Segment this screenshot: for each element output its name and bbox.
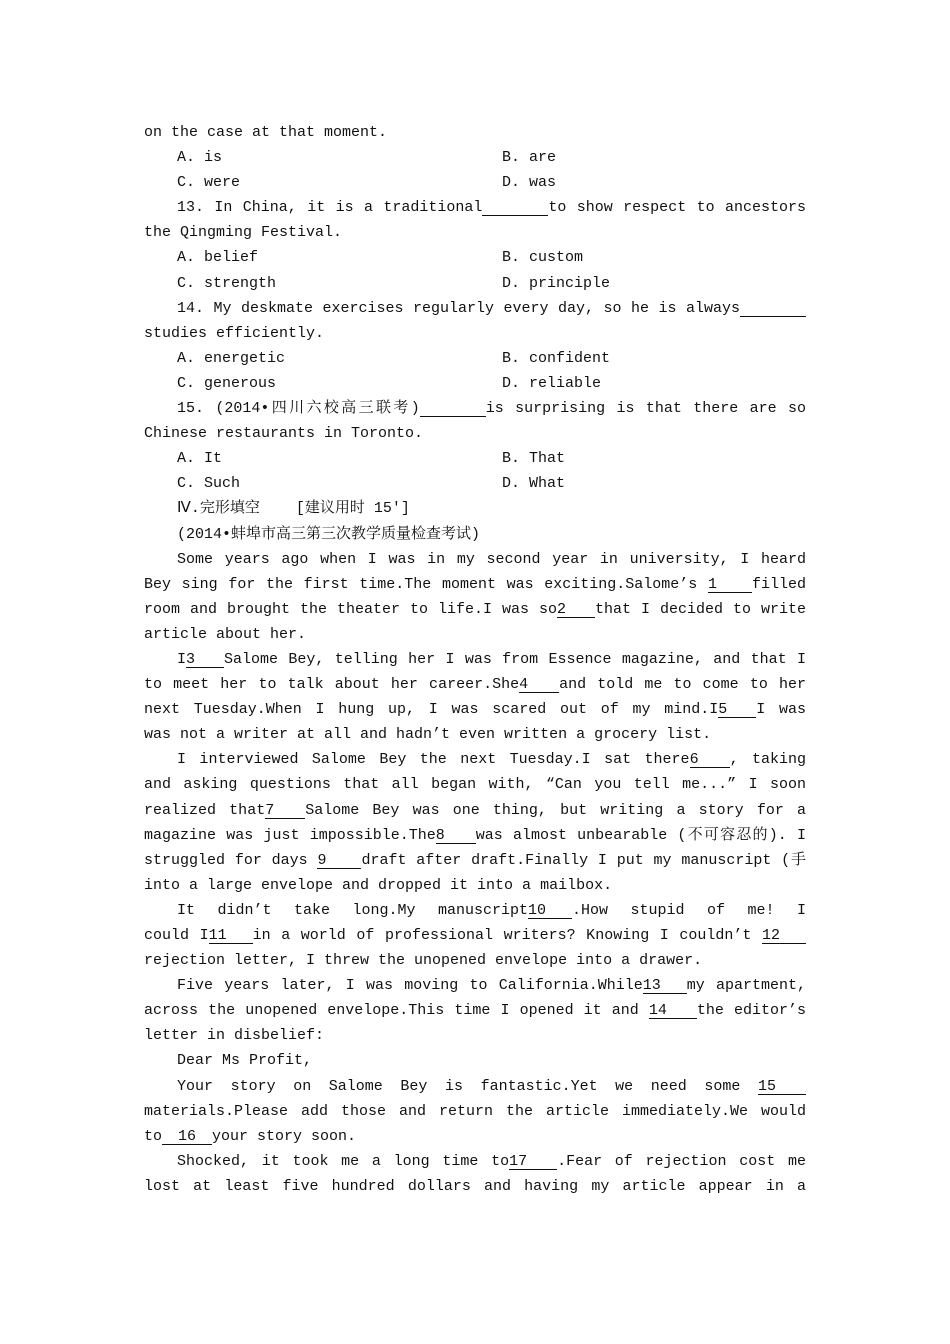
blank-8: 8 — [436, 829, 476, 844]
blank-12: 12 — [762, 929, 806, 944]
q13-option-d: D. principle — [502, 274, 611, 292]
q15-stem-line1: 15. (2014•四川六校高三联考) is surprising is that there are so — [177, 400, 806, 418]
blank-2: 2 — [557, 603, 595, 618]
section-title: Ⅳ.完形填空 — [177, 500, 260, 518]
p3-line5: struggled for days 9 draft after draft.Finally I put my manuscript (手 — [144, 851, 806, 869]
q13-blank — [482, 201, 548, 216]
letter-greeting: Dear Ms Profit, — [177, 1052, 313, 1070]
letter-line1: Your story on Salome Bey is fantastic.Yet we need some 15 — [144, 1074, 806, 1099]
q15-blank — [420, 402, 486, 417]
q13-stem-line1: 13. In China, it is a traditional to show respect to ancestors — [177, 199, 806, 217]
q12-option-b: B. are — [502, 149, 557, 167]
q14-options-row2 — [144, 371, 806, 396]
q14-stem-line1: 14. My deskmate exercises regularly every day, so he is always — [144, 296, 806, 321]
blank-4: 4 — [519, 678, 559, 693]
document-page — [144, 120, 806, 1199]
blank-17: 17 — [509, 1155, 557, 1170]
q14-stem-line2: studies efficiently. — [144, 324, 325, 342]
q13-stem-line2: the Qingming Festival. — [144, 224, 343, 242]
q14-option-a: A. energetic — [177, 349, 286, 367]
q15-option-c: C. Such — [177, 475, 241, 493]
letter-line3: to 16 your story soon. — [144, 1127, 357, 1145]
q12-options-row2 — [144, 170, 806, 195]
q13-option-a: A. belief — [177, 249, 259, 267]
q15-options-row1 — [144, 446, 806, 471]
p5-line2: across the unopened envelope.This time I opened it and 14 the editor’s — [144, 1002, 806, 1020]
p1-line3: room and brought the theater to life.I was so2 that I decided to write — [144, 600, 806, 618]
blank-14: 14 — [649, 1004, 697, 1019]
blank-3: 3 — [186, 653, 224, 668]
blank-15: 15 — [758, 1080, 806, 1095]
q13-option-b: B. custom — [502, 249, 584, 267]
q12-option-c: C. were — [177, 174, 241, 192]
p2-line4: was not a writer at all and hadn’t even written a grocery list. — [144, 726, 712, 744]
p6-line1: Shocked, it took me a long time to17 .Fear of rejection cost me — [177, 1152, 806, 1170]
q12-option-d: D. was — [502, 174, 557, 192]
q14-option-c: C. generous — [177, 374, 277, 392]
p3-line1: I interviewed Salome Bey the next Tuesday.I sat there6 , taking — [177, 751, 806, 769]
blank-16: 16 — [162, 1130, 212, 1145]
p2-line2: to meet her to talk about her career.She4 and told me to come to her — [144, 676, 806, 694]
p3-line2: and asking questions that all began with, “Can you tell me...” I soon — [144, 776, 806, 794]
blank-6: 6 — [690, 753, 730, 768]
p4-line3: rejection letter, I threw the unopened envelope into a drawer. — [144, 952, 703, 970]
blank-13: 13 — [643, 979, 687, 994]
q12-option-a: A. is — [177, 149, 223, 167]
blank-7: 7 — [265, 804, 305, 819]
q14-options-row1 — [144, 346, 806, 371]
q14-option-d: D. reliable — [502, 374, 602, 392]
p6-line2: lost at least five hundred dollars and having my article appear in a — [144, 1177, 806, 1195]
blank-10: 10 — [528, 904, 572, 919]
blank-5: 5 — [718, 703, 756, 718]
blank-11: 11 — [209, 929, 253, 944]
p5-line3: letter in disbelief: — [144, 1027, 325, 1045]
p3-line4: magazine was just impossible.The8 was almost unbearable (不可容忍的). I — [144, 826, 806, 844]
p1-line1: Some years ago when I was in my second year in university, I heard — [177, 550, 806, 568]
q15-option-d: D. What — [502, 475, 566, 493]
q15-option-a: A. It — [177, 450, 223, 468]
q12-continuation: on the case at that moment. — [144, 124, 388, 141]
q14-option-b: B. confident — [502, 349, 611, 367]
q13-options-row2 — [144, 271, 806, 296]
section-source: (2014•蚌埠市高三第三次教学质量检查考试) — [177, 525, 481, 543]
q15-stem-line2: Chinese restaurants in Toronto. — [144, 425, 424, 443]
q14-blank — [740, 302, 806, 317]
section-heading — [144, 496, 806, 521]
p3-line6: into a large envelope and dropped it into a mailbox. — [144, 876, 613, 894]
p2-line1: I3 Salome Bey, telling her I was from Essence magazine, and that I — [177, 650, 806, 668]
p5-line1: Five years later, I was moving to California.While13 my apartment, — [177, 977, 806, 995]
q15-option-b: B. That — [502, 450, 566, 468]
blank-1: 1 — [708, 578, 752, 593]
p3-line3: realized that7 Salome Bey was one thing, but writing a story for a — [144, 801, 806, 819]
q13-options-row1 — [144, 245, 806, 270]
q12-options-row1 — [144, 145, 806, 170]
p4-line1: It didn’t take long.My manuscript10 .How stupid of me! I — [177, 901, 806, 919]
p1-line4: article about her. — [144, 625, 307, 643]
q13-option-c: C. strength — [177, 274, 277, 292]
p1-line2: Bey sing for the first time.The moment was exciting.Salome’s 1 filled — [144, 575, 806, 593]
p4-line2: could I11 in a world of professional writers? Knowing I couldn’t 12 — [144, 923, 806, 948]
q15-options-row2 — [144, 471, 806, 496]
blank-9: 9 — [317, 854, 361, 869]
letter-line2: materials.Please add those and return the article immediately.We would — [144, 1102, 806, 1120]
section-time: [建议用时 15′] — [295, 500, 410, 518]
p2-line3: next Tuesday.When I hung up, I was scared out of my mind.I5 I was — [144, 701, 806, 719]
